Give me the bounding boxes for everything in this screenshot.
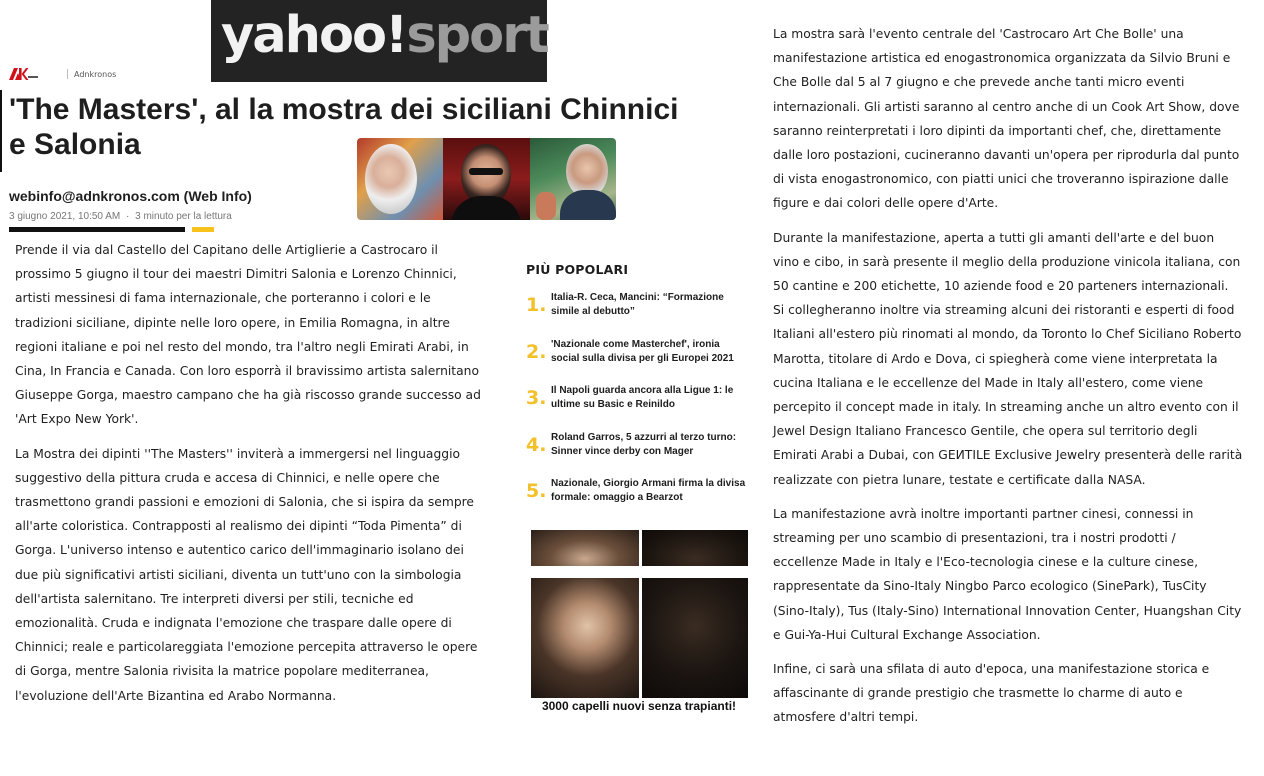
underline-dark — [9, 227, 185, 232]
left-accent-rule — [0, 90, 2, 172]
popular-link[interactable]: Roland Garros, 5 azzurri al terzo turno: Sinner vince derby con Mager — [551, 431, 737, 457]
article-date: 3 giugno 2021, 10:50 AM — [9, 211, 121, 222]
article-paragraph: Prende il via dal Castello del Capitano delle Artiglierie a Castrocaro il prossimo 5 giugno il tour dei maestri Dimitri Salonia e Lorenzo Chinnici, artisti messinesi di fama internazionale, che porteranno i colori e le tradizioni siciliane, dipinte nelle loro opere, in Emilia Romagna, in altre regioni italiane e poi nel resto del mondo, tra l'altro negli Emirati Arabi, in Cina, In Francia e Canada. Con loro esporrà il bravissimo artista salernitano Giuseppe Gorga, maestro campano che ha già riscosso grande successo ad 'Art Expo New York'. — [15, 243, 481, 427]
article-paragraph: Infine, ci sarà una sfilata di auto d'epoca, una manifestazione storica e affascinante di grande prestigio che trasmette lo charme di auto e atmosfere d'altri tempi. — [773, 662, 1210, 725]
most-popular-list — [526, 262, 750, 524]
ad-photo-after-small — [642, 530, 748, 566]
hero-photo-artist-3 — [530, 138, 616, 220]
ad-photo-before — [531, 578, 639, 698]
byline-underline — [9, 227, 214, 232]
most-popular-title: PIÙ POPOLARI — [526, 262, 629, 277]
popular-rank: 1. — [526, 294, 547, 316]
meta-separator: · — [125, 211, 130, 222]
popular-link[interactable]: Italia-R. Ceca, Mancini: “Formazione simile al debutto” — [551, 292, 724, 317]
popular-rank: 5. — [526, 480, 547, 502]
ad-photo-before-small — [531, 530, 639, 566]
adnkronos-logo[interactable] — [9, 67, 39, 81]
article-paragraph: La manifestazione avrà inoltre importanti partner cinesi, connessi in streaming per uno scambio di presentazioni, tra i nostri prodotti / eccellenze Made in Italy e l'Eco-tecnologia cinese e la culture cinese, rappresentate da Sino-Italy Ningbo Parco ecologico (SinePark), TusCity (Sino-Italy), Tus (Italy-Sino) International Innovation Center, Huangshan City e Gui-Ya-Hui Cultural Exchange Association. — [773, 506, 1242, 642]
hero-photo-artist-1 — [357, 138, 443, 220]
popular-rank: 2. — [526, 340, 547, 363]
article-paragraph: La Mostra dei dipinti ''The Masters'' inviterà a immergersi nel linguaggio suggestivo della pittura cruda e accesa di Chinnici, e nelle opere che trasmettono grandi passioni e emozioni di Salonia, che si ispira da sempre all'arte coloristica. Contrapposti al realismo dei dipinti “Toda Pimenta” di Gorga. L'universo intenso e autentico carico dell'immaginario isolano dei due più significativi artisti siciliani, diventa un tutt'uno con la simbologia dell'artista salernitano. Tre interpreti diversi per stili, tecniche ed emozionalità. Cruda e indignata l'emozione che traspare dalle opere di Chinnici; reale e particolareggiata l'emozione percepita attraverso le opere di Gorga, mentre Salonia rivisita la matrice popolare mediterranea, l'evoluzione dell'Arte Bizantina ed Arabo Normanna. — [15, 446, 478, 703]
article-meta — [9, 211, 232, 222]
article-body-left — [15, 238, 485, 718]
yahoo-sport-logo[interactable] — [211, 0, 547, 82]
popular-item-1[interactable] — [526, 291, 750, 338]
article-body-right — [773, 22, 1243, 740]
article-byline[interactable]: webinfo@adnkronos.com (Web Info) — [9, 188, 252, 204]
logo-wordmark: yahoo!sport — [221, 6, 548, 65]
underline-accent — [192, 227, 214, 232]
popular-item-4[interactable] — [526, 431, 750, 478]
ad-photo-after — [642, 578, 748, 698]
hair-ad-banner[interactable] — [528, 528, 750, 718]
source-divider — [67, 69, 68, 79]
article-source — [9, 67, 116, 81]
popular-link[interactable]: Nazionale, Giorgio Armani firma la divisa formale: omaggio a Bearzot — [551, 478, 746, 503]
source-name[interactable]: Adnkronos — [74, 69, 117, 79]
popular-item-2[interactable] — [526, 338, 750, 385]
popular-link[interactable]: Il Napoli guarda ancora alla Ligue 1: le ultime su Basic e Reinildo — [551, 385, 734, 410]
article-headline: 'The Masters', al la mostra dei siciliani Chinnici e Salonia — [9, 93, 679, 161]
article-paragraph: La mostra sarà l'evento centrale del 'Castrocaro Art Che Bolle' una manifestazione artistica ed enogastronomica organizzata da Silvio Bruni e Che Bolle dal 5 al 7 giugno e che prevede anche tanti micro eventi internazionali. Gli artisti saranno al centro anche di un Cook Art Show, dove saranno reinterpretati i loro dipinti da importanti chef, che, direttamente dalle loro postazioni, cucineranno davanti un'opera per riprodurla dal punto di vista enogastronomico, con piatti unici che troveranno ispirazione dalle figure e dai colori delle opere d'Arte. — [773, 27, 1240, 211]
popular-item-3[interactable] — [526, 384, 750, 431]
popular-item-5[interactable] — [526, 477, 750, 524]
article-hero-image[interactable] — [357, 138, 616, 220]
ad-caption[interactable]: 3000 capelli nuovi senza trapianti! — [541, 699, 737, 713]
article-paragraph: Durante la manifestazione, aperta a tutti gli amanti dell'arte e del buon vino e cibo, in sarà presente il meglio della produzione vinicola italiana, con 50 cantine e 200 etichette, 10 aziende food e 20 parteners internazionali. Si collegheranno inoltre via streaming alcuni dei ristoranti e esperti di food Italiani all'estero più rinomati al mondo, da Toronto lo Chef Siciliano Roberto Marotta, titolare di Ardo e Dova, ci spiegherà come viene interpretata la cucina Italiana e le eccellenze del Made in Italy all'estero, come viene percepito il concept made in italy. In streaming anche un altro evento con il Jewel Design Italiano Francesco Gentile, che opera sul territorio degli Emirati Arabi a Dubai, con GEИTILE Exclusive Jewelry presenterà delle rarità realizzate con pietra lunare, testate e certificate dalla NASA. — [773, 230, 1243, 487]
hero-photo-artist-2 — [443, 138, 529, 220]
read-time: 3 minuto per la lettura — [135, 211, 232, 222]
popular-rank: 3. — [526, 387, 547, 409]
popular-rank: 4. — [526, 433, 547, 456]
popular-link[interactable]: 'Nazionale come Masterchef', ironia social sulla divisa per gli Europei 2021 — [551, 338, 734, 364]
